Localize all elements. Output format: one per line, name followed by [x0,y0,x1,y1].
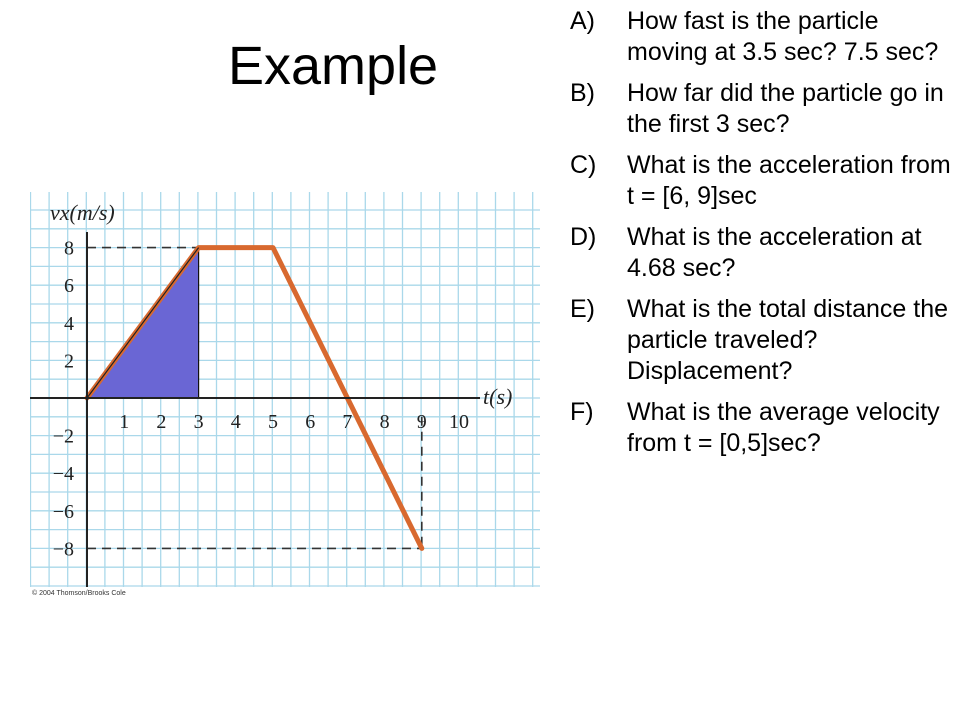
question-item [570,150,955,212]
question-text: What is the acceleration at 4.68 sec? [627,223,922,282]
question-letter: A) [570,7,595,35]
question-list [570,6,955,469]
question-item [570,222,955,284]
x-tick-label: 7 [342,411,353,433]
x-tick-label: 4 [230,411,241,433]
x-tick-label: 8 [379,411,390,433]
question-text: How fast is the particle moving at 3.5 sec? 7.5 sec? [627,7,939,66]
y-tick-label: −4 [52,463,74,486]
question-item [570,6,955,68]
question-item [570,397,955,459]
question-text: What is the total distance the particle traveled? Displacement? [627,295,949,385]
question-letter: B) [570,79,595,107]
x-axis-label: t(s) [483,384,513,409]
question-letter: F) [570,398,594,426]
velocity-time-graph [30,192,540,602]
question-letter: E) [570,295,595,323]
y-axis-label: vx(m/s) [50,200,115,225]
question-text: What is the average velocity from t = [0,5]sec? [627,398,940,457]
question-letter: D) [570,223,597,251]
y-tick-label: 6 [64,275,74,298]
question-text: What is the acceleration from t = [6, 9]sec [627,151,951,210]
x-tick-label: 5 [268,411,278,433]
slide-title: Example [228,36,439,96]
question-item [570,294,955,387]
y-tick-label: 4 [64,312,74,335]
question-text: How far did the particle go in the first 3 sec? [627,79,944,138]
y-tick-label: 8 [64,237,74,260]
y-tick-label: 2 [64,350,74,373]
x-tick-label: 3 [193,411,204,433]
question-letter: C) [570,151,597,179]
y-tick-label: −8 [52,538,74,561]
y-tick-label: −6 [52,500,74,523]
x-tick-label: 6 [305,411,316,433]
x-tick-label: 1 [119,411,130,433]
chart-svg [30,192,540,602]
copyright-notice: © 2004 Thomson/Brooks Cole [32,590,126,597]
y-tick-label: −2 [52,425,74,448]
x-tick-label: 9 [416,411,427,433]
question-item [570,78,955,140]
x-tick-label: 2 [156,411,167,433]
x-tick-label: 10 [449,411,469,433]
